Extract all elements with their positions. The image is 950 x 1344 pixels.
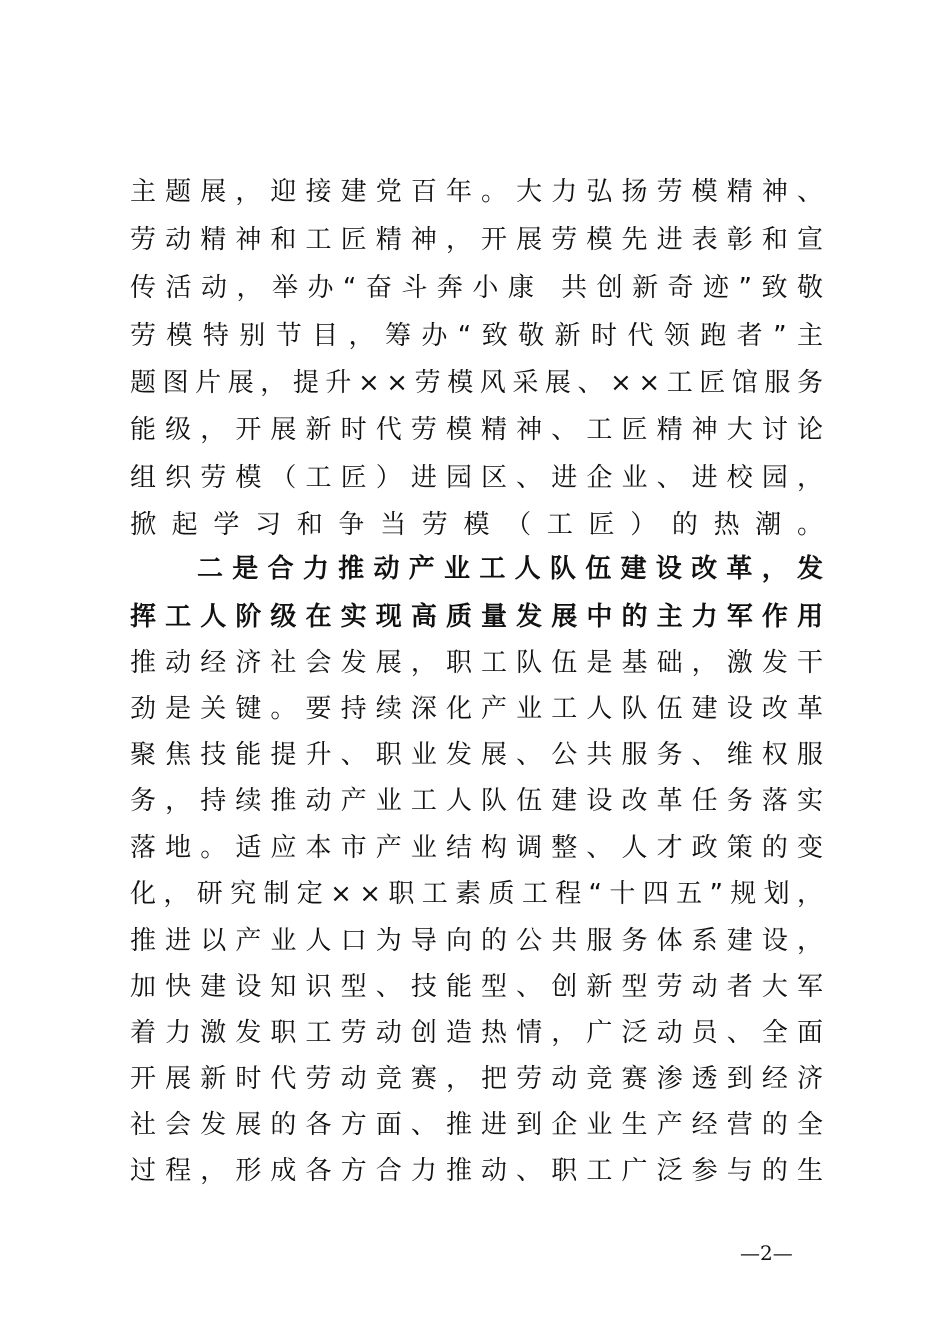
- paragraph-line: 聚焦技能提升、职业发展、公共服务、维权服: [130, 740, 833, 770]
- paragraph-line: 能级，开展新时代劳模精神、工匠精神大讨论: [130, 415, 833, 445]
- paragraph-line: 社会发展的各方面、推进到企业生产经营的全: [130, 1110, 833, 1140]
- paragraph-line: 劳模特别节目，筹办“致敬新时代领跑者”主: [130, 321, 834, 351]
- paragraph-line: 劳动精神和工匠精神，开展劳模先进表彰和宣: [130, 225, 833, 255]
- heading-line: 挥工人阶级在实现高质量发展中的主力军作用: [130, 602, 833, 632]
- paragraph-line: 着力激发职工劳动创造热情，广泛动员、全面: [130, 1018, 833, 1048]
- paragraph-line: 过程，形成各方合力推动、职工广泛参与的生: [130, 1156, 833, 1186]
- paragraph-line: 化，研究制定××职工素质工程“十四五”规划，: [130, 879, 831, 909]
- paragraph-line: 推动经济社会发展，职工队伍是基础，激发干: [130, 648, 833, 678]
- paragraph-line: 组织劳模（工匠）进园区、进企业、进校园，: [130, 463, 833, 493]
- paragraph-line: 题图片展，提升××劳模风采展、××工匠馆服务: [130, 368, 830, 398]
- paragraph-line: 加快建设知识型、技能型、创新型劳动者大军: [130, 972, 833, 1002]
- paragraph-line: 落地。适应本市产业结构调整、人才政策的变: [130, 833, 833, 863]
- paragraph-line: 传活动，举办“奋斗奔小康 共创新奇迹”致敬: [130, 273, 833, 303]
- page-number: —2—: [740, 1241, 793, 1265]
- paragraph-line: 推进以产业人口为导向的公共服务体系建设，: [130, 926, 833, 956]
- paragraph-line: 劲是关键。要持续深化产业工人队伍建设改革: [130, 694, 833, 724]
- paragraph-line: 主题展，迎接建党百年。大力弘扬劳模精神、: [130, 177, 833, 207]
- paragraph-line: 务，持续推动产业工人队伍建设改革任务落实: [130, 786, 833, 816]
- paragraph-line: 掀起学习和争当劳模（工匠）的热潮。: [130, 510, 839, 540]
- paragraph-line: 开展新时代劳动竞赛，把劳动竞赛渗透到经济: [130, 1064, 833, 1094]
- heading-line: 二是合力推动产业工人队伍建设改革，发: [197, 554, 833, 584]
